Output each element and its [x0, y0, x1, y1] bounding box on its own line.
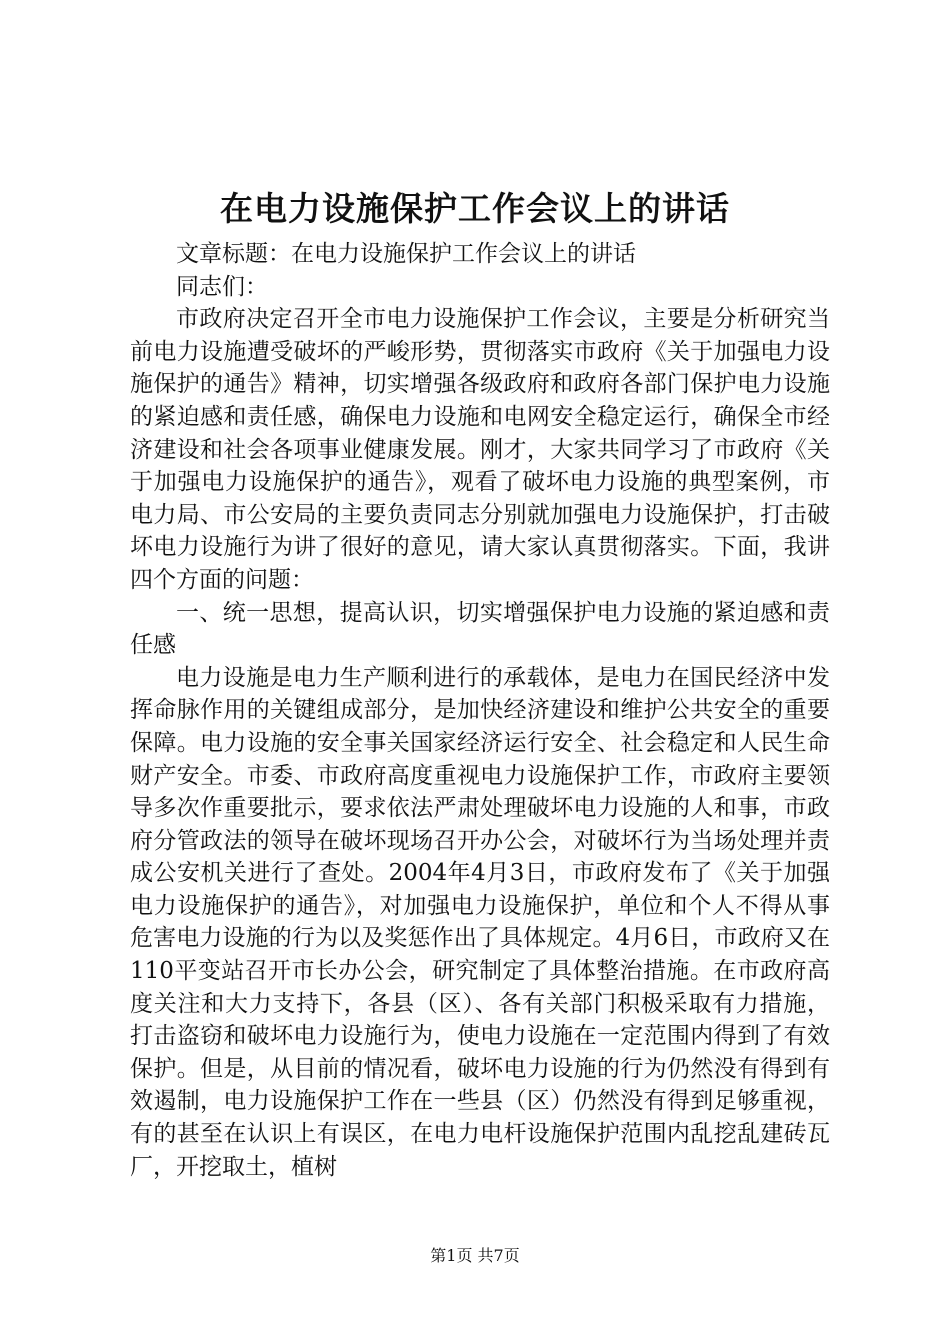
document-title: 在电力设施保护工作会议上的讲话 [220, 189, 730, 228]
paragraph-section-1: 电力设施是电力生产顺利进行的承载体，是电力在国民经济中发挥命脉作用的关键组成部分，是加快经济建设和维护公共安全的重要保障。电力设施的安全事关国家经济运行安全、社会稳定和人民生命财产安全。市委、市政府高度重视电力设施保护工作，市政府主要领导多次作重要批示，要求依法严肃处理破坏电力设施的人和事，市政府分管政法的领导在破坏现场召开办公会，对破坏行为当场处理并责成公安机关进行了查处。2004年4月3日，市政府发布了《关于加强电力设施保护的通告》，对加强电力设施保护，单位和个人不得从事危害电力设施的行为以及奖惩作出了具体规定。4月6日，市政府又在110平变站召开市长办公会，研究制定了具体整治措施。在市政府高度关注和大力支持下，各县（区）、各有关部门积极采取有力措施，打击盗窃和破坏电力设施行为，使电力设施在一定范围内得到了有效保护。但是，从目前的情况看，破坏电力设施的行为仍然没有得到有效遏制，电力设施保护工作在一些县（区）仍然没有得到足够重视，有的甚至在认识上有误区，在电力电杆设施保护范围内乱挖乱建砖瓦厂，开挖取土，植树 [130, 664, 830, 1180]
article-title-line: 文章标题：在电力设施保护工作会议上的讲话 [176, 241, 636, 267]
document-body [130, 238, 830, 1183]
section-heading-1: 一、统一思想，提高认识，切实增强保护电力设施的紧迫感和责任感 [130, 599, 830, 659]
paragraph-intro: 市政府决定召开全市电力设施保护工作会议，主要是分析研究当前电力设施遭受破坏的严峻形势，贯彻落实市政府《关于加强电力设施保护的通告》精神，切实增强各级政府和政府各部门保护电力设施的紧迫感和责任感，确保电力设施和电网安全稳定运行，确保全市经济建设和社会各项事业健康发展。刚才，大家共同学习了市政府《关于加强电力设施保护的通告》，观看了破坏电力设施的典型案例，市电力局、市公安局的主要负责同志分别就加强电力设施保护，打击破坏电力设施行为讲了很好的意见，请大家认真贯彻落实。下面，我讲四个方面的问题： [130, 306, 830, 593]
page-number-footer: 第1页 共7页 [430, 1246, 520, 1265]
salutation: 同志们： [176, 273, 268, 300]
